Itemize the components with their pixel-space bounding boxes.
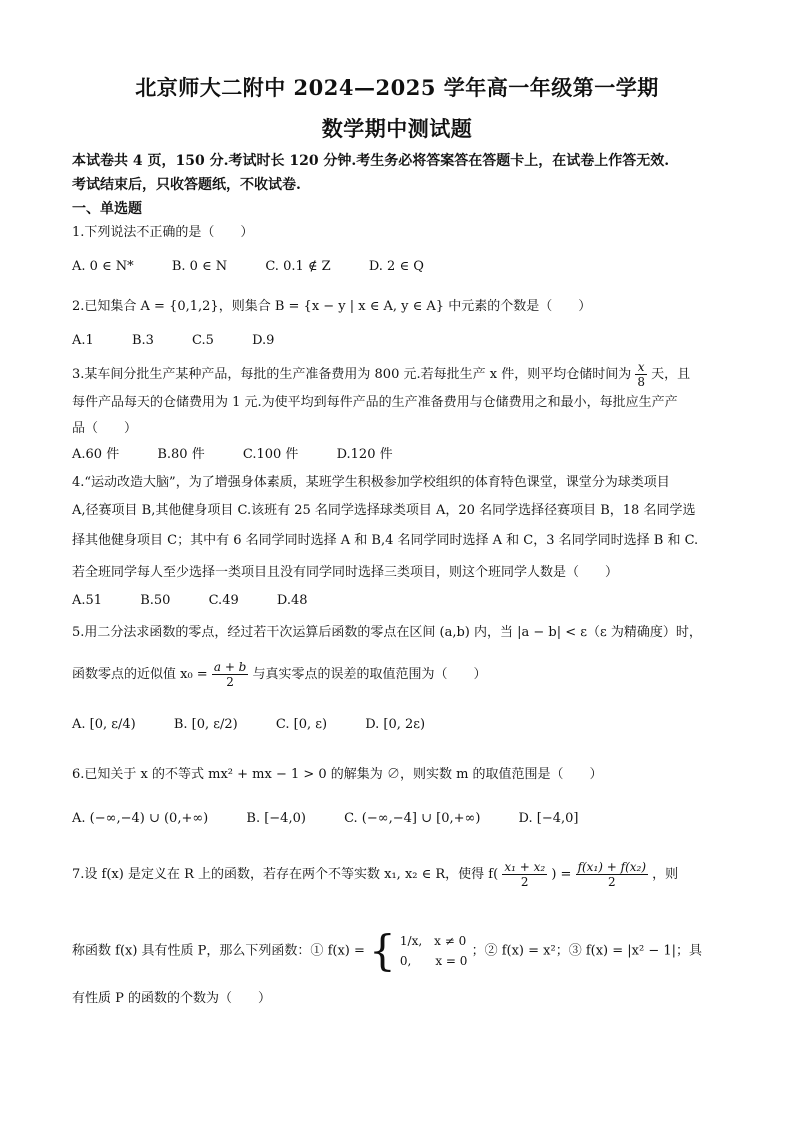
notice-line-2: 考试结束后，只收答题纸，不收试卷. — [72, 177, 301, 193]
case-2: 0, x = 0 — [399, 954, 468, 968]
fraction-denominator: 2 — [520, 875, 529, 889]
option-c: C. [0, ε) — [275, 717, 328, 732]
question-7-stem-line-3: 有性质 P 的函数的个数为（ ） — [72, 991, 272, 1006]
option-a: A.51 — [72, 593, 103, 608]
stem-text: 函数零点的近似值 x₀ = — [72, 667, 208, 682]
fraction-x-over-8 — [635, 360, 647, 389]
option-d: D.120 件 — [336, 447, 393, 462]
stem-text: ) = — [551, 867, 572, 882]
fraction-fx1-plus-fx2-over-2 — [576, 860, 648, 889]
question-3-options — [72, 446, 393, 464]
fraction-denominator: 8 — [637, 375, 645, 389]
option-c: C. 0.1 ∉ Z — [265, 259, 331, 274]
question-5-options — [72, 716, 425, 734]
stem-text: 7.设 f(x) 是定义在 R 上的函数，若存在两个不等实数 x₁, x₂ ∈ R，使得 f( — [72, 867, 499, 882]
option-c: C. (−∞,−4] ∪ [0,+∞) — [344, 811, 481, 826]
option-a: A. (−∞,−4) ∪ (0,+∞) — [72, 811, 209, 826]
option-b: B. [0, ε/2) — [173, 717, 238, 732]
fraction-numerator: x — [635, 360, 647, 375]
section-title: 一、单选题 — [72, 201, 142, 217]
fraction-denominator: 2 — [226, 675, 234, 689]
question-5-stem-line-2 — [72, 660, 487, 689]
piecewise-cases — [400, 931, 468, 971]
fraction-a-plus-b-over-2 — [212, 660, 249, 689]
option-b: B.3 — [131, 333, 154, 348]
option-b: B. [−4,0) — [246, 811, 306, 826]
stem-text: ，则 — [652, 867, 679, 882]
question-6-options — [72, 810, 578, 828]
fraction-x1-plus-x2-over-2 — [502, 860, 547, 889]
option-b: B.80 件 — [157, 447, 205, 462]
fraction-denominator: 2 — [607, 875, 616, 889]
option-a: A. 0 ∈ N* — [72, 259, 134, 274]
option-d: D. [0, 2ε) — [365, 717, 426, 732]
stem-text: 与真实零点的误差的取值范围为（ ） — [252, 667, 487, 682]
stem-text: ；② f(x) = x²；③ f(x) = |x² − 1|；具 — [471, 943, 703, 959]
question-4-stem-line-1: 4.“运动改造大脑”，为了增强身体素质，某班学生积极参加学校组织的体育特色课堂，课堂分为球类项目 — [72, 475, 670, 490]
option-c: C.49 — [208, 593, 239, 608]
question-4-stem-line-2: A,径赛项目 B,其他健身项目 C.该班有 25 名同学选择球类项目 A，20 名同学选择径赛项目 B，18 名同学选 — [72, 503, 696, 518]
option-b: B.50 — [140, 593, 171, 608]
fraction-numerator: f(x₁) + f(x₂) — [577, 860, 647, 874]
option-c: C.100 件 — [242, 447, 299, 462]
option-a: A.1 — [72, 333, 94, 348]
question-3-stem-line-1 — [72, 360, 690, 389]
question-7-stem-line-2 — [72, 926, 703, 975]
question-3-stem-line-2: 每件产品每天的仓储费用为 1 元.为使平均到每件产品的生产准备费用与仓储费用之和最小，每批应生产产 — [72, 395, 678, 410]
question-3-stem-line-3: 品（ ） — [72, 421, 138, 436]
question-1-options — [72, 258, 424, 276]
case-1: 1/x, x ≠ 0 — [399, 934, 467, 948]
exam-title: 北京师大二附中 2024—2025 学年高一年级第一学期 — [135, 75, 659, 100]
option-d: D. 2 ∈ Q — [368, 259, 424, 274]
option-d: D.48 — [276, 593, 308, 608]
question-7-stem-line-1 — [72, 860, 678, 889]
fraction-numerator: x₁ + x₂ — [504, 860, 546, 874]
stem-text: 天，且 — [651, 367, 691, 382]
stem-text: 3.某车间分批生产某种产品，每批的生产准备费用为 800 元.若每批生产 x 件，则平均仓储时间为 — [72, 367, 632, 382]
question-1-stem: 1.下列说法不正确的是（ ） — [72, 225, 254, 240]
option-c: C.5 — [192, 333, 214, 348]
left-brace-icon: { — [369, 926, 396, 975]
exam-subtitle: 数学期中测试题 — [321, 116, 473, 141]
question-4-stem-line-3: 择其他健身项目 C；其中有 6 名同学同时选择 A 和 B,4 名同学同时选择 A 和 C，3 名同学同时选择 B 和 C. — [72, 533, 699, 548]
option-a: A.60 件 — [72, 447, 120, 462]
question-4-stem-line-4: 若全班同学每人至少选择一类项目且没有同学同时选择三类项目，则这个班同学人数是（ ） — [72, 565, 619, 580]
option-a: A. [0, ε/4) — [72, 717, 136, 732]
question-5-stem-line-1: 5.用二分法求函数的零点，经过若干次运算后函数的零点在区间 (a,b) 内，当 |a − b| < ε（ε 为精确度）时， — [72, 625, 702, 640]
notice-line-1: 本试卷共 4 页，150 分.考试时长 120 分钟.考生务必将答案答在答题卡上，在试卷上作答无效. — [72, 153, 670, 169]
option-d: D.9 — [252, 333, 275, 348]
question-2-stem: 2.已知集合 A = {0,1,2}，则集合 B = {x − y | x ∈ A, y ∈ A} 中元素的个数是（ ） — [72, 299, 592, 314]
stem-text: 称函数 f(x) 具有性质 P，那么下列函数：① f(x) = — [72, 943, 365, 959]
question-6-stem: 6.已知关于 x 的不等式 mx² + mx − 1 > 0 的解集为 ∅，则实数 m 的取值范围是（ ） — [72, 767, 603, 782]
question-4-options — [72, 592, 308, 610]
option-b: B. 0 ∈ N — [171, 259, 228, 274]
fraction-numerator: a + b — [213, 660, 247, 674]
question-2-options — [72, 332, 274, 350]
option-d: D. [−4,0] — [518, 811, 579, 826]
